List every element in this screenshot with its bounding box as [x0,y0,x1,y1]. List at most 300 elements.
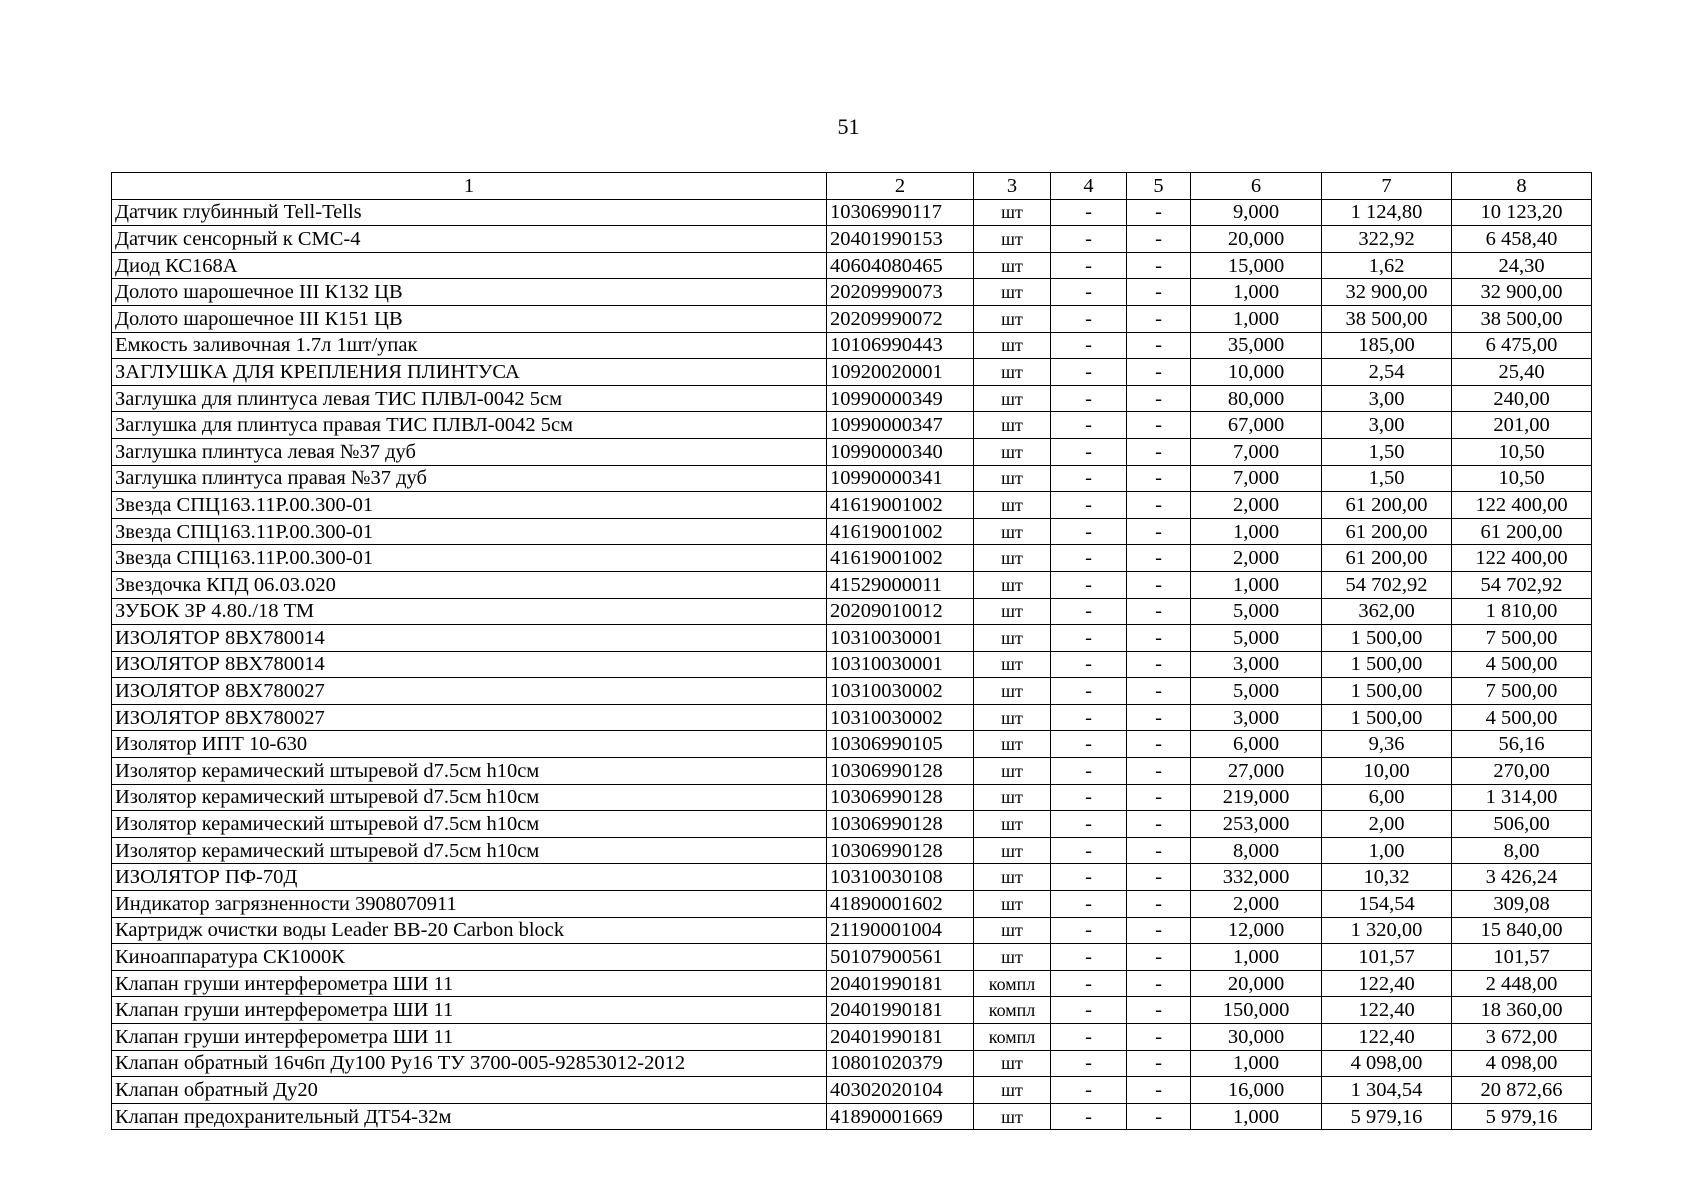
quantity-cell: 35,000 [1191,332,1322,359]
column-4-cell: - [1051,678,1127,705]
item-code-cell: 40604080465 [827,252,974,279]
column-5-cell: - [1127,332,1191,359]
quantity-cell: 5,000 [1191,625,1322,652]
column-header-7: 7 [1322,173,1452,200]
column-4-cell: - [1051,864,1127,891]
price-cell: 1 500,00 [1322,704,1452,731]
column-5-cell: - [1127,811,1191,838]
sum-cell: 3 672,00 [1452,1024,1592,1051]
column-5-cell: - [1127,758,1191,785]
price-cell: 3,00 [1322,412,1452,439]
item-code-cell: 20209990072 [827,305,974,332]
column-4-cell: - [1051,359,1127,386]
item-name-cell: Клапан обратный 16ч6п Ду100 Ру16 ТУ 3700-005-92853012-2012 [112,1050,827,1077]
item-code-cell: 41890001602 [827,891,974,918]
price-cell: 10,00 [1322,758,1452,785]
column-5-cell: - [1127,545,1191,572]
column-header-4: 4 [1051,173,1127,200]
column-4-cell: - [1051,438,1127,465]
item-name-cell: ИЗОЛЯТОР 8ВХ780014 [112,651,827,678]
quantity-cell: 1,000 [1191,944,1322,971]
table-row [112,252,1592,279]
column-5-cell: - [1127,944,1191,971]
column-header-1: 1 [112,173,827,200]
column-5-cell: - [1127,465,1191,492]
column-5-cell: - [1127,252,1191,279]
price-cell: 322,92 [1322,226,1452,253]
item-name-cell: Звезда СПЦ163.11Р.00.300-01 [112,492,827,519]
table-body [112,199,1592,1130]
table-row [112,651,1592,678]
column-5-cell: - [1127,305,1191,332]
item-code-cell: 20401990181 [827,997,974,1024]
item-name-cell: Изолятор ИПТ 10-630 [112,731,827,758]
quantity-cell: 9,000 [1191,199,1322,226]
unit-cell: шт [974,944,1051,971]
quantity-cell: 1,000 [1191,571,1322,598]
price-cell: 185,00 [1322,332,1452,359]
table-row [112,465,1592,492]
sum-cell: 2 448,00 [1452,970,1592,997]
quantity-cell: 2,000 [1191,891,1322,918]
column-4-cell: - [1051,1103,1127,1130]
table-header-row [112,173,1592,200]
item-code-cell: 10310030002 [827,678,974,705]
sum-cell: 309,08 [1452,891,1592,918]
column-5-cell: - [1127,651,1191,678]
item-code-cell: 10310030001 [827,651,974,678]
sum-cell: 4 500,00 [1452,704,1592,731]
quantity-cell: 219,000 [1191,784,1322,811]
sum-cell: 20 872,66 [1452,1077,1592,1104]
price-cell: 54 702,92 [1322,571,1452,598]
unit-cell: шт [974,651,1051,678]
quantity-cell: 1,000 [1191,518,1322,545]
price-cell: 5 979,16 [1322,1103,1452,1130]
item-code-cell: 10306990105 [827,731,974,758]
item-code-cell: 10310030001 [827,625,974,652]
item-name-cell: ИЗОЛЯТОР 8ВХ780014 [112,625,827,652]
item-name-cell: ИЗОЛЯТОР 8ВХ780027 [112,704,827,731]
table-row [112,758,1592,785]
table-row [112,279,1592,306]
unit-cell: шт [974,678,1051,705]
item-code-cell: 10990000340 [827,438,974,465]
price-cell: 32 900,00 [1322,279,1452,306]
unit-cell: шт [974,784,1051,811]
sum-cell: 54 702,92 [1452,571,1592,598]
quantity-cell: 27,000 [1191,758,1322,785]
table-row [112,226,1592,253]
column-4-cell: - [1051,385,1127,412]
price-cell: 4 098,00 [1322,1050,1452,1077]
table-row [112,678,1592,705]
price-cell: 38 500,00 [1322,305,1452,332]
unit-cell: шт [974,917,1051,944]
quantity-cell: 1,000 [1191,279,1322,306]
table-row [112,944,1592,971]
column-5-cell: - [1127,438,1191,465]
table-row [112,438,1592,465]
column-4-cell: - [1051,837,1127,864]
item-name-cell: Датчик глубинный Tell-Tells [112,199,827,226]
item-code-cell: 10310030002 [827,704,974,731]
inventory-table [111,172,1592,1130]
column-4-cell: - [1051,758,1127,785]
price-cell: 1 500,00 [1322,651,1452,678]
column-4-cell: - [1051,811,1127,838]
item-code-cell: 20209990073 [827,279,974,306]
item-code-cell: 10306990128 [827,784,974,811]
table-row [112,837,1592,864]
quantity-cell: 20,000 [1191,226,1322,253]
column-5-cell: - [1127,1077,1191,1104]
quantity-cell: 3,000 [1191,651,1322,678]
item-name-cell: Клапан груши интерферометра ШИ 11 [112,970,827,997]
item-name-cell: ЗАГЛУШКА ДЛЯ КРЕПЛЕНИЯ ПЛИНТУСА [112,359,827,386]
column-5-cell: - [1127,518,1191,545]
sum-cell: 6 475,00 [1452,332,1592,359]
item-name-cell: Картридж очистки воды Leader BB-20 Carbon block [112,917,827,944]
item-name-cell: ИЗОЛЯТОР 8ВХ780027 [112,678,827,705]
column-4-cell: - [1051,412,1127,439]
column-4-cell: - [1051,970,1127,997]
column-5-cell: - [1127,837,1191,864]
column-4-cell: - [1051,1024,1127,1051]
quantity-cell: 1,000 [1191,305,1322,332]
column-5-cell: - [1127,1103,1191,1130]
unit-cell: шт [974,758,1051,785]
unit-cell: шт [974,731,1051,758]
item-code-cell: 20401990181 [827,1024,974,1051]
price-cell: 101,57 [1322,944,1452,971]
unit-cell: шт [974,465,1051,492]
price-cell: 10,32 [1322,864,1452,891]
quantity-cell: 67,000 [1191,412,1322,439]
price-cell: 122,40 [1322,997,1452,1024]
table-row [112,359,1592,386]
item-code-cell: 41890001669 [827,1103,974,1130]
column-5-cell: - [1127,226,1191,253]
column-5-cell: - [1127,492,1191,519]
sum-cell: 56,16 [1452,731,1592,758]
quantity-cell: 1,000 [1191,1050,1322,1077]
item-code-cell: 10990000347 [827,412,974,439]
column-4-cell: - [1051,704,1127,731]
item-name-cell: Киноаппаратура СК1000К [112,944,827,971]
sum-cell: 1 314,00 [1452,784,1592,811]
item-name-cell: ЗУБОК ЗР 4.80./18 ТМ [112,598,827,625]
unit-cell: шт [974,279,1051,306]
sum-cell: 4 500,00 [1452,651,1592,678]
quantity-cell: 12,000 [1191,917,1322,944]
column-5-cell: - [1127,571,1191,598]
item-name-cell: Звездочка КПД 06.03.020 [112,571,827,598]
item-code-cell: 41619001002 [827,545,974,572]
item-name-cell: Долото шарошечное III К132 ЦВ [112,279,827,306]
column-header-8: 8 [1452,173,1592,200]
column-5-cell: - [1127,891,1191,918]
column-5-cell: - [1127,970,1191,997]
item-name-cell: Заглушка плинтуса правая №37 дуб [112,465,827,492]
table-row [112,917,1592,944]
column-4-cell: - [1051,1050,1127,1077]
table-row [112,199,1592,226]
column-5-cell: - [1127,625,1191,652]
item-code-cell: 10990000341 [827,465,974,492]
column-header-3: 3 [974,173,1051,200]
sum-cell: 61 200,00 [1452,518,1592,545]
item-code-cell: 10106990443 [827,332,974,359]
sum-cell: 101,57 [1452,944,1592,971]
column-5-cell: - [1127,412,1191,439]
quantity-cell: 7,000 [1191,465,1322,492]
price-cell: 1 320,00 [1322,917,1452,944]
unit-cell: шт [974,412,1051,439]
sum-cell: 122 400,00 [1452,492,1592,519]
sum-cell: 122 400,00 [1452,545,1592,572]
column-5-cell: - [1127,864,1191,891]
item-code-cell: 20209010012 [827,598,974,625]
quantity-cell: 5,000 [1191,598,1322,625]
item-code-cell: 41529000011 [827,571,974,598]
column-4-cell: - [1051,332,1127,359]
item-name-cell: Заглушка для плинтуса правая ТИС ПЛВЛ-0042 5см [112,412,827,439]
column-header-2: 2 [827,173,974,200]
quantity-cell: 16,000 [1191,1077,1322,1104]
unit-cell: шт [974,704,1051,731]
item-name-cell: Индикатор загрязненности 3908070911 [112,891,827,918]
sum-cell: 4 098,00 [1452,1050,1592,1077]
table-row [112,305,1592,332]
quantity-cell: 5,000 [1191,678,1322,705]
column-4-cell: - [1051,598,1127,625]
unit-cell: шт [974,252,1051,279]
column-5-cell: - [1127,678,1191,705]
sum-cell: 32 900,00 [1452,279,1592,306]
column-5-cell: - [1127,704,1191,731]
item-code-cell: 50107900561 [827,944,974,971]
column-4-cell: - [1051,917,1127,944]
column-header-5: 5 [1127,173,1191,200]
column-5-cell: - [1127,917,1191,944]
column-4-cell: - [1051,199,1127,226]
sum-cell: 5 979,16 [1452,1103,1592,1130]
table-row [112,412,1592,439]
column-5-cell: - [1127,784,1191,811]
quantity-cell: 30,000 [1191,1024,1322,1051]
column-4-cell: - [1051,305,1127,332]
table-row [112,811,1592,838]
price-cell: 2,00 [1322,811,1452,838]
item-code-cell: 10920020001 [827,359,974,386]
item-name-cell: Изолятор керамический штыревой d7.5см h10см [112,811,827,838]
unit-cell: шт [974,385,1051,412]
item-code-cell: 10306990128 [827,758,974,785]
item-code-cell: 20401990153 [827,226,974,253]
item-name-cell: Изолятор керамический штыревой d7.5см h10см [112,784,827,811]
unit-cell: шт [974,438,1051,465]
unit-cell: шт [974,1077,1051,1104]
item-name-cell: Долото шарошечное III К151 ЦВ [112,305,827,332]
item-code-cell: 41619001002 [827,492,974,519]
sum-cell: 10 123,20 [1452,199,1592,226]
price-cell: 1 124,80 [1322,199,1452,226]
unit-cell: шт [974,837,1051,864]
table-row [112,704,1592,731]
price-cell: 1,00 [1322,837,1452,864]
item-name-cell: Изолятор керамический штыревой d7.5см h10см [112,758,827,785]
table-row [112,864,1592,891]
sum-cell: 15 840,00 [1452,917,1592,944]
table-row [112,731,1592,758]
column-header-6: 6 [1191,173,1322,200]
unit-cell: компл [974,997,1051,1024]
item-code-cell: 10310030108 [827,864,974,891]
column-4-cell: - [1051,1077,1127,1104]
price-cell: 1 500,00 [1322,678,1452,705]
table-row [112,518,1592,545]
quantity-cell: 6,000 [1191,731,1322,758]
price-cell: 122,40 [1322,970,1452,997]
column-5-cell: - [1127,731,1191,758]
item-code-cell: 10306990117 [827,199,974,226]
unit-cell: шт [974,625,1051,652]
item-name-cell: Звезда СПЦ163.11Р.00.300-01 [112,545,827,572]
column-4-cell: - [1051,571,1127,598]
table-row [112,545,1592,572]
item-name-cell: Клапан груши интерферометра ШИ 11 [112,1024,827,1051]
column-4-cell: - [1051,784,1127,811]
unit-cell: шт [974,518,1051,545]
item-code-cell: 10306990128 [827,811,974,838]
unit-cell: шт [974,492,1051,519]
sum-cell: 240,00 [1452,385,1592,412]
sum-cell: 506,00 [1452,811,1592,838]
quantity-cell: 332,000 [1191,864,1322,891]
sum-cell: 25,40 [1452,359,1592,386]
item-code-cell: 21190001004 [827,917,974,944]
column-4-cell: - [1051,651,1127,678]
item-code-cell: 10990000349 [827,385,974,412]
quantity-cell: 150,000 [1191,997,1322,1024]
price-cell: 3,00 [1322,385,1452,412]
table-row [112,571,1592,598]
column-5-cell: - [1127,279,1191,306]
unit-cell: шт [974,359,1051,386]
sum-cell: 7 500,00 [1452,678,1592,705]
quantity-cell: 2,000 [1191,492,1322,519]
quantity-cell: 8,000 [1191,837,1322,864]
price-cell: 1,50 [1322,438,1452,465]
quantity-cell: 253,000 [1191,811,1322,838]
column-4-cell: - [1051,226,1127,253]
table-row [112,997,1592,1024]
column-4-cell: - [1051,518,1127,545]
price-cell: 1,50 [1322,465,1452,492]
price-cell: 61 200,00 [1322,545,1452,572]
item-code-cell: 40302020104 [827,1077,974,1104]
quantity-cell: 3,000 [1191,704,1322,731]
sum-cell: 3 426,24 [1452,864,1592,891]
table-row [112,1024,1592,1051]
item-name-cell: Диод КС168А [112,252,827,279]
sum-cell: 10,50 [1452,465,1592,492]
price-cell: 362,00 [1322,598,1452,625]
item-name-cell: Емкость заливочная 1.7л 1шт/упак [112,332,827,359]
page-number: 51 [837,114,860,139]
column-4-cell: - [1051,465,1127,492]
sum-cell: 38 500,00 [1452,305,1592,332]
sum-cell: 10,50 [1452,438,1592,465]
item-name-cell: Заглушка для плинтуса левая ТИС ПЛВЛ-0042 5см [112,385,827,412]
price-cell: 1 304,54 [1322,1077,1452,1104]
column-4-cell: - [1051,625,1127,652]
table-row [112,385,1592,412]
price-cell: 154,54 [1322,891,1452,918]
table-row [112,1077,1592,1104]
table-row [112,784,1592,811]
quantity-cell: 15,000 [1191,252,1322,279]
table-row [112,1050,1592,1077]
price-cell: 2,54 [1322,359,1452,386]
unit-cell: компл [974,1024,1051,1051]
table-row [112,1103,1592,1130]
sum-cell: 6 458,40 [1452,226,1592,253]
unit-cell: шт [974,1103,1051,1130]
unit-cell: компл [974,970,1051,997]
sum-cell: 8,00 [1452,837,1592,864]
item-name-cell: Клапан груши интерферометра ШИ 11 [112,997,827,1024]
unit-cell: шт [974,864,1051,891]
item-code-cell: 10801020379 [827,1050,974,1077]
unit-cell: шт [974,332,1051,359]
sum-cell: 1 810,00 [1452,598,1592,625]
column-4-cell: - [1051,279,1127,306]
item-name-cell: Заглушка плинтуса левая №37 дуб [112,438,827,465]
unit-cell: шт [974,891,1051,918]
table-row [112,332,1592,359]
unit-cell: шт [974,545,1051,572]
price-cell: 6,00 [1322,784,1452,811]
sum-cell: 201,00 [1452,412,1592,439]
column-5-cell: - [1127,359,1191,386]
quantity-cell: 2,000 [1191,545,1322,572]
unit-cell: шт [974,305,1051,332]
column-5-cell: - [1127,997,1191,1024]
column-5-cell: - [1127,1050,1191,1077]
price-cell: 61 200,00 [1322,518,1452,545]
column-4-cell: - [1051,252,1127,279]
column-4-cell: - [1051,944,1127,971]
column-5-cell: - [1127,598,1191,625]
quantity-cell: 7,000 [1191,438,1322,465]
item-code-cell: 10306990128 [827,837,974,864]
column-4-cell: - [1051,997,1127,1024]
column-4-cell: - [1051,731,1127,758]
sum-cell: 18 360,00 [1452,997,1592,1024]
item-code-cell: 41619001002 [827,518,974,545]
table-row [112,970,1592,997]
price-cell: 122,40 [1322,1024,1452,1051]
quantity-cell: 20,000 [1191,970,1322,997]
price-cell: 61 200,00 [1322,492,1452,519]
sum-cell: 24,30 [1452,252,1592,279]
sum-cell: 270,00 [1452,758,1592,785]
column-5-cell: - [1127,385,1191,412]
unit-cell: шт [974,598,1051,625]
table-row [112,598,1592,625]
